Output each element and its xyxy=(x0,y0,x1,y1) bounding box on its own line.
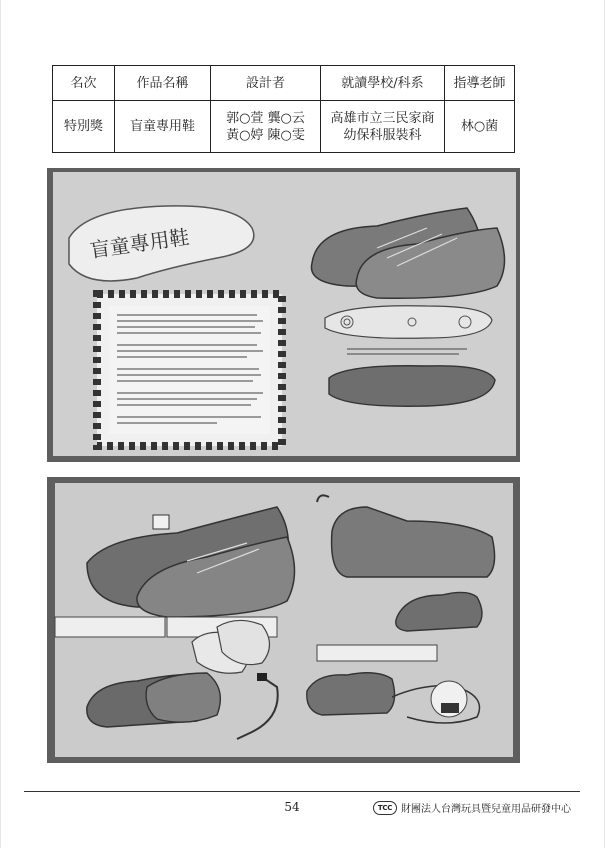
cell-rank: 特別獎 xyxy=(53,101,115,153)
cell-work-name: 盲童專用鞋 xyxy=(115,101,211,153)
designers-line-2: 黃○婷 陳○雯 xyxy=(226,127,305,143)
school-line-1: 高雄市立三民家商 xyxy=(330,110,435,126)
school-line-2: 幼保科服裝科 xyxy=(343,127,422,143)
design-board-photo-2 xyxy=(47,477,520,763)
design-board-1-illustration xyxy=(47,168,520,462)
table-row xyxy=(53,101,515,153)
board-title: 盲童專用鞋 xyxy=(88,224,191,263)
header-teacher: 指導老師 xyxy=(445,66,515,101)
design-board-2-illustration xyxy=(47,477,520,763)
cell-school xyxy=(321,101,445,153)
cell-teacher: 林○菌 xyxy=(445,101,515,153)
table-header-row xyxy=(53,66,515,101)
organization-name: 財團法人台灣玩具暨兒童用品研發中心 xyxy=(401,804,571,815)
footer-organization xyxy=(373,800,571,815)
header-designer: 設計者 xyxy=(211,66,321,101)
designers-line-1: 郭○萱 龔○云 xyxy=(226,110,305,126)
award-table xyxy=(52,65,515,153)
header-school: 就讀學校/科系 xyxy=(321,66,445,101)
tcc-logo-icon: TCC xyxy=(373,801,397,815)
header-work-name: 作品名稱 xyxy=(115,66,211,101)
cell-designers xyxy=(211,101,321,153)
page-number: 54 xyxy=(284,800,300,814)
design-board-photo-1 xyxy=(47,168,520,462)
footer-rule xyxy=(24,791,580,792)
header-rank: 名次 xyxy=(53,66,115,101)
